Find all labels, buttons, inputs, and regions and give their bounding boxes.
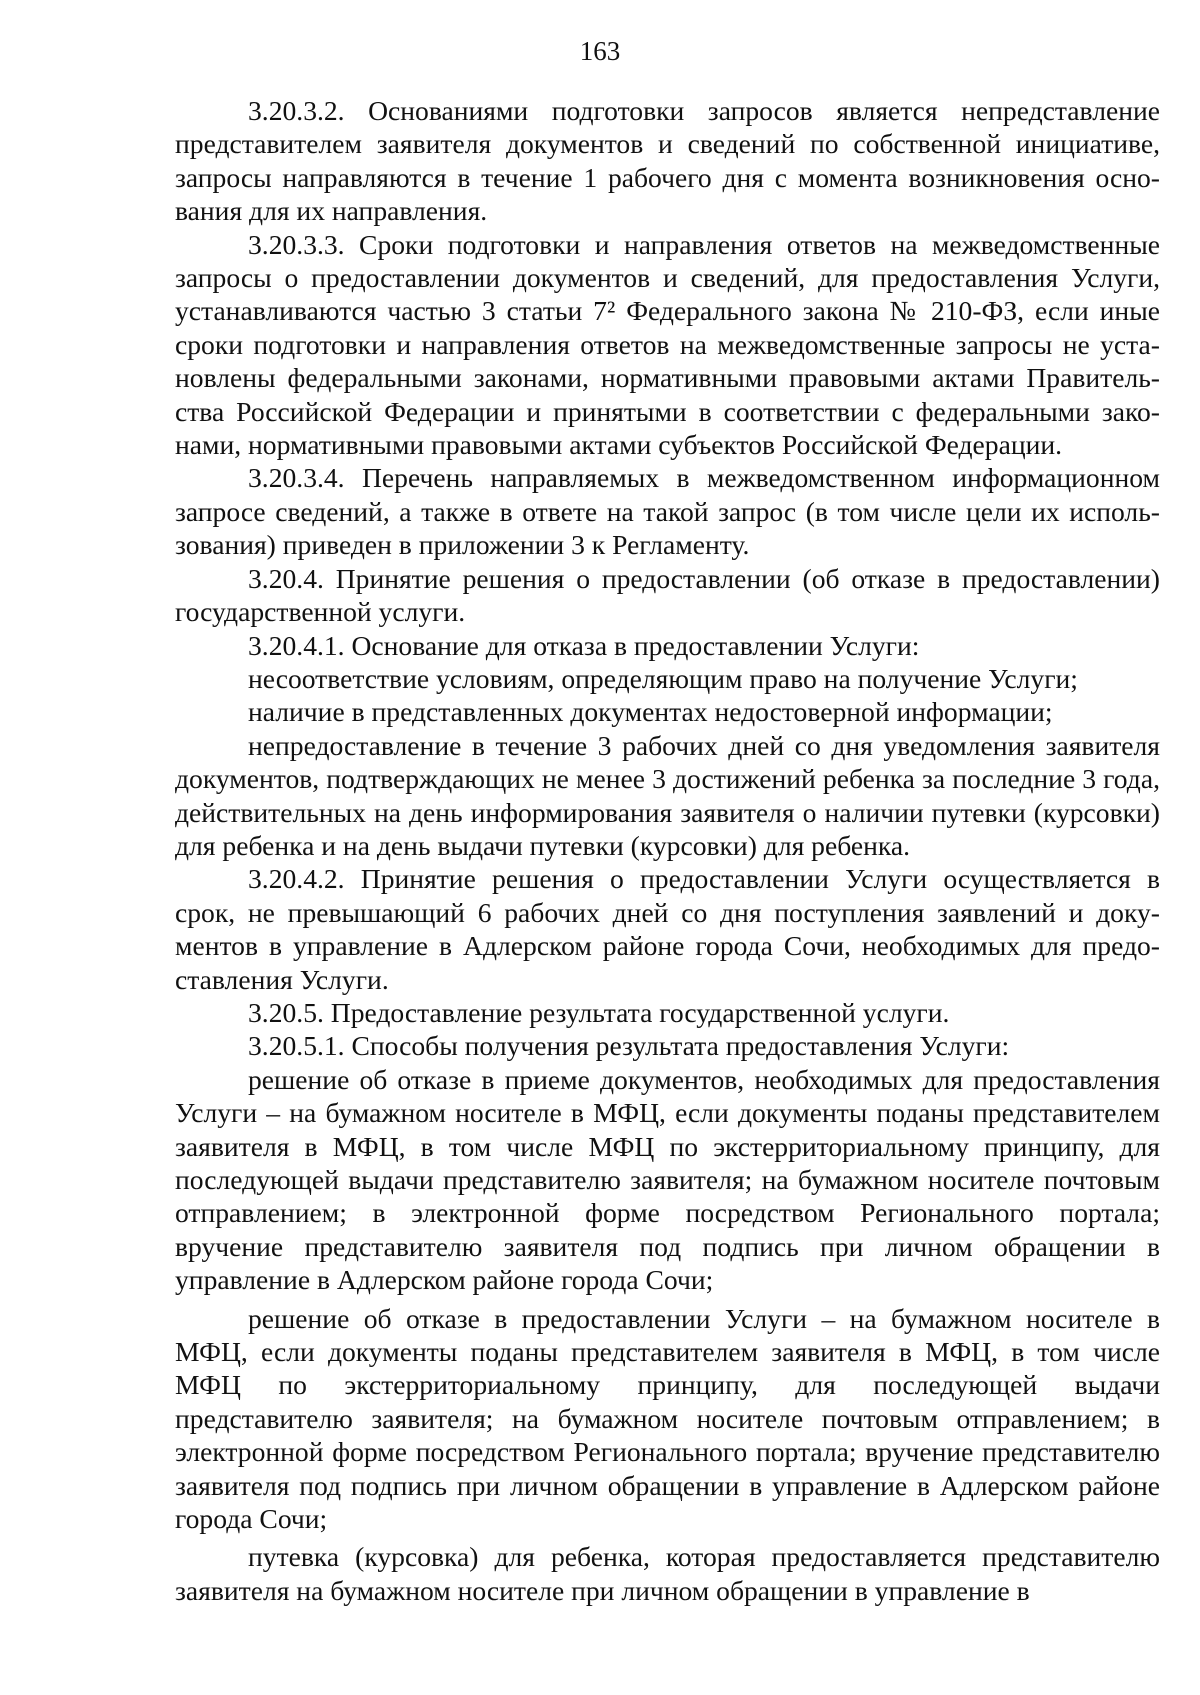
document-body xyxy=(175,94,1160,1607)
paragraph-3-20-5-1: 3.20.5.1. Способы получения результата предоставления Услуги: xyxy=(248,1030,1010,1062)
paragraph-3-20-4: 3.20.4. Принятие решения о предоставлении (об отказе в предоставлении) государственной услуги. xyxy=(175,562,1160,628)
paragraph-3-20-3-2: 3.20.3.2. Основаниями подготовки запросов является непредставление представителем заявителя документов и сведений по собственной инициативе, запросы направляются в течение 1 рабочего дня с момента возникновения основания для их направления. xyxy=(175,95,1160,227)
paragraph-refusal-reason-2: наличие в представленных документах недостоверной информации; xyxy=(248,696,1053,728)
page-number: 163 xyxy=(579,36,621,66)
paragraph-refusal-reason-1: несоответствие условиям, определяющим право на получение Услуги; xyxy=(248,662,1078,694)
paragraph-3-20-4-1: 3.20.4.1. Основание для отказа в предоставлении Услуги: xyxy=(248,629,920,661)
paragraph-refusal-reason-3: непредоставление в течение 3 рабочих дней со дня уведомления заявителя документов, подтверждающих не менее 3 достижений ребенка за последние 3 года, действительных на день информирования заявителя о наличии путевки (курсовки) для ребенка и на день выдачи путевки (курсовки) для ребенка. xyxy=(175,729,1160,861)
paragraph-result-method-1: решение об отказе в приеме документов, необходимых для предоставления Услуги – на бумажном носителе в МФЦ, если документы поданы представителем заявителя в МФЦ, в том числе МФЦ по экстерриториальному принципу, для последующей выдачи представителю заявителя; на бумажном носителе почтовым отправлением; в электронной форме посредством Регионального портала; вручение представителю заявителя под подпись при личном обращении в управление в Адлерском районе города Сочи; xyxy=(175,1063,1160,1296)
paragraph-3-20-3-4: 3.20.3.4. Перечень направляемых в межведомственном информационном запросе сведений, а также в ответе на такой запрос (в том числе цели их использования) приведен в приложении 3 к Регламенту. xyxy=(175,462,1160,561)
paragraph-3-20-5: 3.20.5. Предоставление результата государственной услуги. xyxy=(248,996,950,1028)
paragraph-3-20-4-2: 3.20.4.2. Принятие решения о предоставлении Услуги осуществляется в срок, не превышающий 6 рабочих дней со дня поступления заявлений и документов в управление в Адлерском районе города Сочи, необходимых для предоставления Услуги. xyxy=(175,863,1160,995)
paragraph-result-method-3: путевка (курсовка) для ребенка, которая предоставляется представителю заявителя на бумажном носителе при личном обращении в управление в xyxy=(175,1541,1160,1606)
paragraph-3-20-3-3: 3.20.3.3. Сроки подготовки и направления ответов на межведомственные запросы о предоставлении документов и сведений, для предоставления Услуги, устанавливаются частью 3 статьи 7² Федерального закона № 210-ФЗ, если иные сроки подготовки и направления ответов на межведомственные запросы не установлены федеральными законами, нормативными правовыми актами Правительства Российской Федерации и принятыми в соответствии с федеральными законами, нормативными правовыми актами субъектов Российской Федерации. xyxy=(175,228,1160,461)
paragraph-result-method-2: решение об отказе в предоставлении Услуги – на бумажном носителе в МФЦ, если документы поданы представителем заявителя в МФЦ, в том числе МФЦ по экстерриториальному принципу, для последующей выдачи представителю заявителя; на бумажном носителе почтовым отправлением; в электронной форме посредством Регионального портала; вручение представителю заявителя под подпись при личном обращении в управление в Адлерском районе города Сочи; xyxy=(175,1302,1160,1535)
